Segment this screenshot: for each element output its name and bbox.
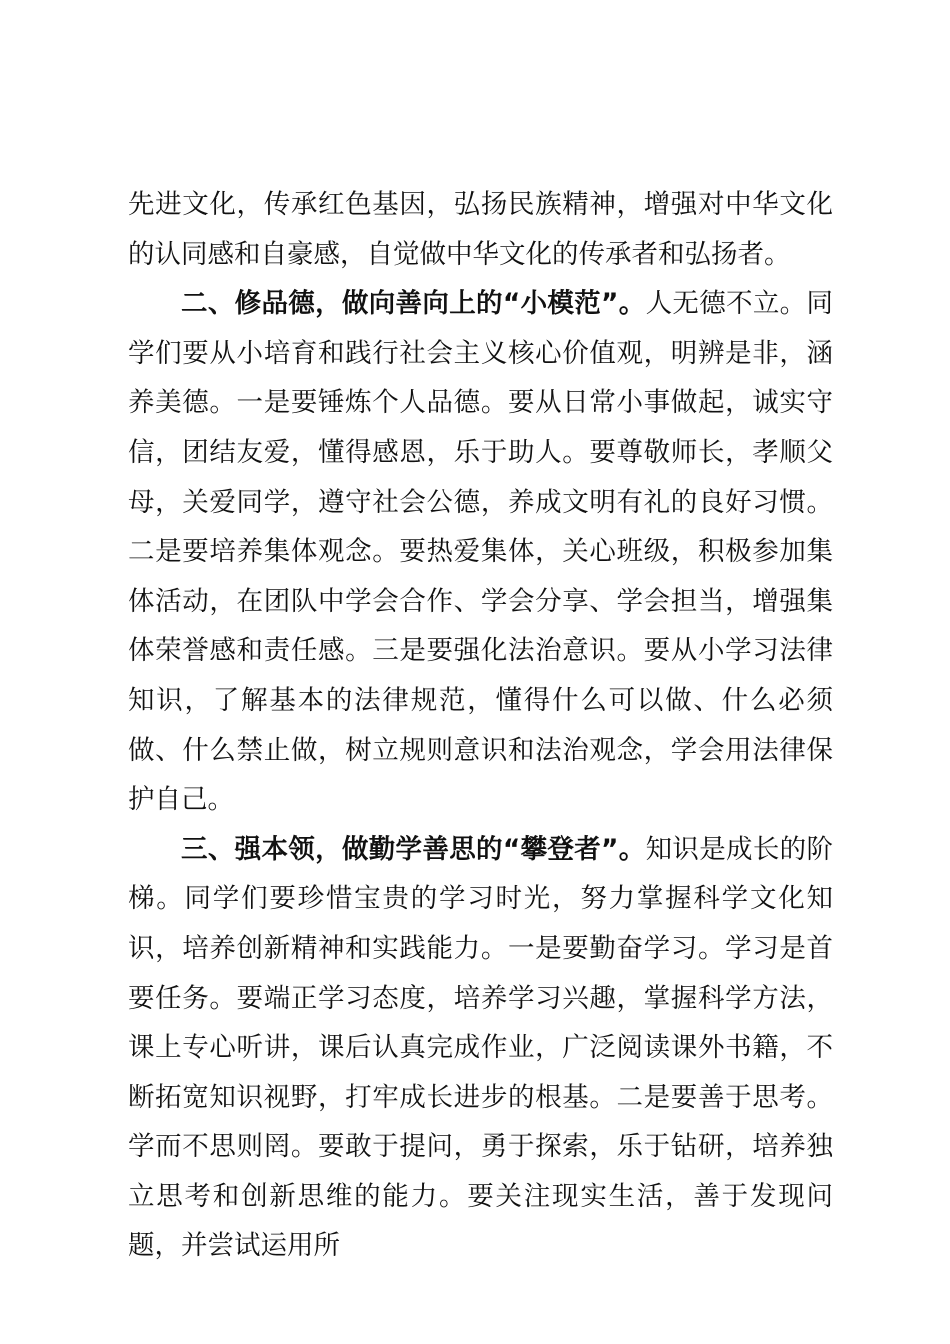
paragraph-virtue — [128, 279, 833, 825]
paragraph-skills — [128, 825, 833, 1271]
paragraph-continuation — [128, 180, 833, 279]
paragraph-text: 先进文化，传承红色基因，弘扬民族精神，增强对中华文化的认同感和自豪感，自觉做中华文化的传承者和弘扬者。 — [128, 189, 833, 270]
paragraph-text: 知识是成长的阶梯。同学们要珍惜宝贵的学习时光，努力掌握科学文化知识，培养创新精神和实践能力。一是要勤奋学习。学习是首要任务。要端正学习态度，培养学习兴趣，掌握科学方法，课上专心听讲，课后认真完成作业，广泛阅读课外书籍，不断拓宽知识视野，打牢成长进步的根基。二是要善于思考。学而不思则罔。要敢于提问，勇于探索，乐于钻研，培养独立思考和创新思维的能力。要关注现实生活，善于发现问题，并尝试运用所 — [128, 833, 833, 1262]
paragraph-text: 人无德不立。同学们要从小培育和践行社会主义核心价值观，明辨是非，涵养美德。一是要锤炼个人品德。要从日常小事做起，诚实守信，团结友爱，懂得感恩，乐于助人。要尊敬师长，孝顺父母，关爱同学，遵守社会公德，养成文明有礼的良好习惯。二是要培养集体观念。要热爱集体，关心班级，积极参加集体活动，在团队中学会合作、学会分享、学会担当，增强集体荣誉感和责任感。三是要强化法治意识。要从小学习法律知识，了解基本的法律规范，懂得什么可以做、什么必须做、什么禁止做，树立规则意识和法治观念，学会用法律保护自己。 — [128, 288, 833, 816]
document-page — [128, 180, 833, 1271]
section-heading-virtue: 二、修品德，做向善向上的“小模范”。 — [181, 288, 646, 320]
section-heading-skills: 三、强本领，做勤学善思的“攀登者”。 — [181, 833, 646, 865]
